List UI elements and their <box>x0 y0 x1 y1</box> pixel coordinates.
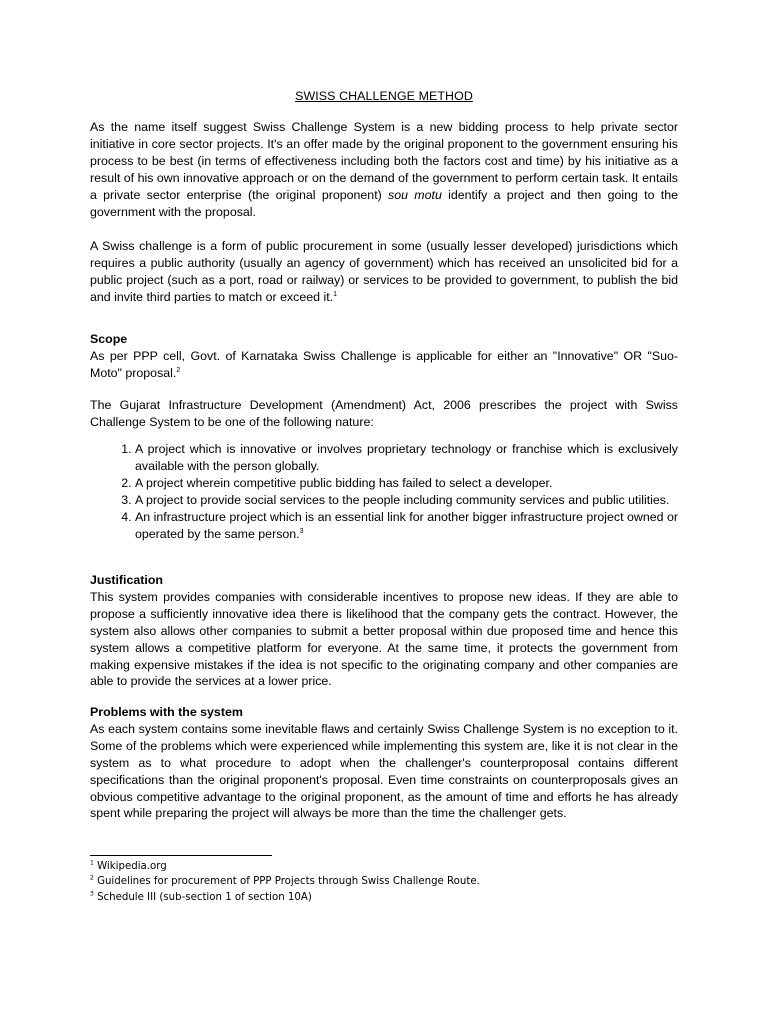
list-item: 3. A project to provide social services to the people including community services and public utilities. <box>135 492 678 509</box>
intro-p2-text: A Swiss challenge is a form of public procurement in some (usually lesser developed) jurisdictions which requires a public authority (usually an agency of government) which has received an unsolicited bid for a public project (such as a port, road or railway) or services to be provided to government, to publish the bid and invite third parties to match or exceed it. <box>90 239 678 304</box>
footnotes <box>90 859 678 905</box>
list-item: 1. A project which is innovative or involves proprietary technology or franchise which is exclusively available with the person globally. <box>135 441 678 475</box>
footnote-1: $^1$ Wikipedia.org <box>90 859 167 872</box>
footnote-ref-1[interactable]: 1 <box>333 290 338 298</box>
list-item: 2. A project wherein competitive public bidding has failed to select a developer. <box>135 475 678 492</box>
intro-text-a: As the name itself suggest Swiss Challenge System is a new bidding process to help private sector initiative in core sector projects. It's an offer made by the original proponent to the government ensuring his process to be best (in terms of effectiveness including both the factors cost and time) by his initiative as a result of his own innovative approach or on the demand of the government to perform certain task. It entails a private sector enterprise (the original proponent) <box>90 120 678 202</box>
nature-list <box>90 441 678 542</box>
scope-p2-text: The Gujarat Infrastructure Development (Amendment) Act, 2006 prescribes the project with Swiss Challenge System to be one of the following nature: <box>90 398 678 429</box>
scope-heading: Scope <box>90 332 128 346</box>
nature-list-block <box>90 441 678 542</box>
intro-paragraph-1 <box>90 119 678 220</box>
justification-heading: Justification <box>90 573 163 587</box>
document-title: SWISS CHALLENGE METHOD <box>295 89 473 103</box>
intro-paragraph-2 <box>90 238 678 306</box>
footnote-2: $^2$ Guidelines for procurement of PPP Projects through Swiss Challenge Route. <box>90 875 480 888</box>
intro-text-b: identify a project and then going to the government with the proposal. <box>90 187 678 219</box>
scope-section <box>90 331 678 382</box>
problems-section <box>90 704 678 822</box>
problems-heading: Problems with the system <box>90 705 243 719</box>
footnote-ref-3[interactable]: 3 <box>299 527 304 535</box>
scope-p1-text: As per PPP cell, Govt. of Karnataka Swiss Challenge is applicable for either an "Innovative" OR "Suo-Moto" proposal. <box>90 348 678 380</box>
list-item: 4. An infrastructure project which is an essential link for another bigger infrastructure project owned or operated by the same person.$^3$ <box>135 509 678 543</box>
footnote-3: $^3$ Schedule III (sub-section 1 of section 10A) <box>90 890 312 903</box>
justification-section <box>90 572 678 690</box>
intro-italic: sou motu <box>388 187 442 202</box>
footnote-ref-2[interactable]: 2 <box>176 366 181 374</box>
footnote-divider <box>90 855 272 856</box>
problems-body: As each system contains some inevitable flaws and certainly Swiss Challenge System is no exception to it. Some of the problems which were experienced while implementing this system are, like it is not clear in the system as to what procedure to adopt when the challenger's counterproposal contains different specifications than the original proponent's proposal. Even time constraints on counterproposals gives an obvious competitive advantage to the original proponent, as the amount of time and efforts he has already spent while preparing the project will always be more than the time the challenger gets. <box>90 721 678 821</box>
gujarat-act-paragraph <box>90 397 678 431</box>
justification-body: This system provides companies with considerable incentives to propose new ideas. If they are able to propose a sufficiently innovative idea there is likelihood that the company gets the contract. However, the system also allows other companies to submit a better proposal within due proposed time and hence this system allows a competitive platform for everyone. At the same time, it protects the government from making expensive mistakes if the idea is not specific to the originating company and other companies are able to provide the services at a lower price. <box>90 589 678 689</box>
